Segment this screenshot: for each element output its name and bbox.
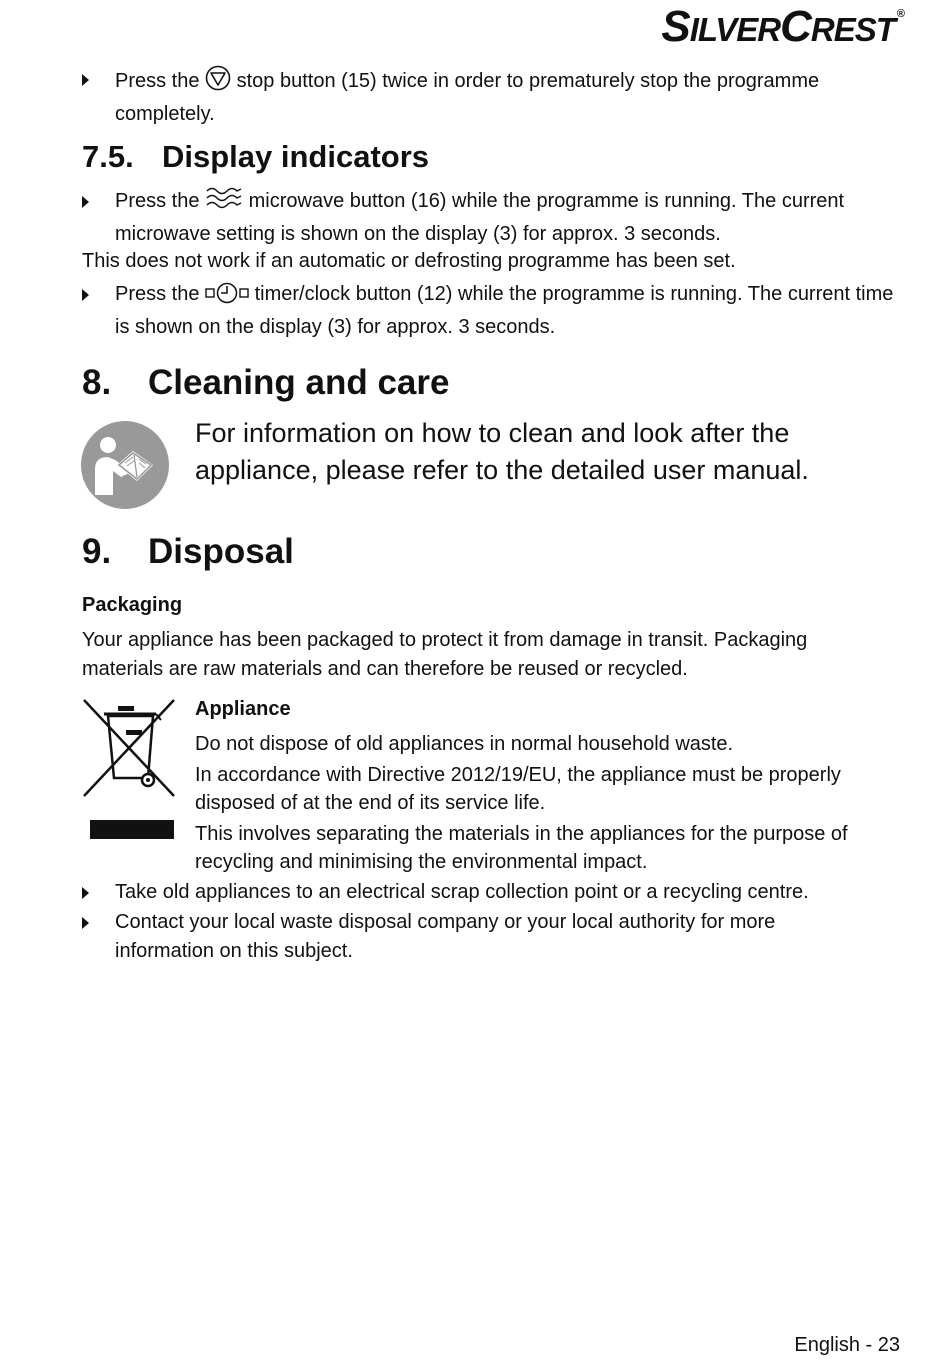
- text-fragment: Press the: [115, 190, 200, 212]
- text-fragment: microwave setting is shown on the display (3) for approx. 3 seconds.: [115, 222, 721, 245]
- bullet-arrow-icon: [82, 74, 89, 86]
- display-note: This does not work if an automatic or defrosting programme has been set.: [82, 250, 736, 272]
- text-line: Contact your local waste disposal company or your local authority for more: [115, 911, 776, 933]
- text-line: information on this subject.: [115, 939, 353, 962]
- logo-letter: S: [661, 2, 690, 51]
- bullet-text: [115, 280, 912, 341]
- stop-button-icon: [205, 65, 231, 100]
- section-heading: [82, 532, 294, 572]
- text-line: In accordance with Directive 2012/19/EU, the appliance must be properly: [195, 763, 841, 786]
- disposal-bullet-collection: [82, 878, 912, 907]
- section-heading: [82, 363, 449, 403]
- text-fragment: stop button (15) twice in order to prematurely stop the programme: [236, 70, 820, 92]
- text-fragment: Press the: [115, 283, 200, 305]
- text-line: appliance, please refer to the detailed user manual.: [195, 455, 809, 485]
- brand-logo: [661, 2, 904, 52]
- bullet-arrow-icon: [82, 887, 89, 899]
- text-fragment: Press the: [115, 70, 200, 92]
- bullet-arrow-icon: [82, 289, 89, 301]
- text-line: recycling and minimising the environmental impact.: [195, 851, 648, 873]
- bullet-text: Take old appliances to an electrical scrap collection point or a recycling centre.: [115, 881, 809, 903]
- text-fragment: microwave button (16) while the programme is running. The current: [248, 190, 845, 212]
- logo-letter: C: [780, 2, 811, 51]
- text-line: Do not dispose of old appliances in normal household waste.: [195, 733, 734, 755]
- appliance-heading: Appliance: [195, 698, 291, 720]
- text-line: Your appliance has been packaged to protect it from damage in transit. Packaging: [82, 629, 808, 651]
- bullet-text: [115, 908, 912, 965]
- text-fragment: is shown on the display (3) for approx. 3 seconds.: [115, 315, 556, 338]
- text-line: This involves separating the materials in the appliances for the purpose of: [195, 822, 848, 845]
- packaging-text: [82, 626, 807, 683]
- bullet-arrow-icon: [82, 917, 89, 929]
- text-fragment: completely.: [115, 102, 215, 125]
- section-number: 7.5.: [82, 139, 134, 174]
- bullet-text: [115, 187, 912, 248]
- timer-clock-icon: [205, 282, 249, 313]
- section-title: Cleaning and care: [148, 363, 450, 402]
- logo-letters: ILVER: [689, 11, 781, 48]
- section-number: 8.: [82, 363, 112, 402]
- text-fragment: timer/clock button (12) while the programme is running. The current time: [254, 283, 894, 305]
- disposal-bullet-contact: [82, 908, 912, 965]
- section-number: 9.: [82, 532, 112, 571]
- text-line: disposed of at the end of its service life.: [195, 792, 546, 814]
- text-line: materials are raw materials and can therefore be reused or recycled.: [82, 657, 688, 680]
- page-number: English - 23: [794, 1334, 900, 1356]
- display-bullet-timer: [82, 280, 912, 341]
- bullet-arrow-icon: [82, 196, 89, 208]
- section-title: Disposal: [148, 532, 294, 571]
- crossed-out-wheelie-bin-icon: [82, 698, 176, 840]
- cleaning-info-text: [195, 415, 809, 489]
- intro-bullet: [82, 65, 912, 128]
- section-title: Display indicators: [162, 139, 430, 174]
- packaging-heading: Packaging: [82, 594, 183, 616]
- logo-letters: REST: [810, 11, 895, 48]
- appliance-text: [195, 730, 915, 877]
- bullet-text: [115, 65, 912, 128]
- microwave-icon: [205, 187, 243, 220]
- display-bullet-microwave: [82, 187, 912, 248]
- text-line: For information on how to clean and look after the: [195, 418, 790, 448]
- read-manual-icon: [81, 421, 169, 509]
- registered-mark: ®: [896, 8, 904, 20]
- section-heading: [82, 139, 429, 175]
